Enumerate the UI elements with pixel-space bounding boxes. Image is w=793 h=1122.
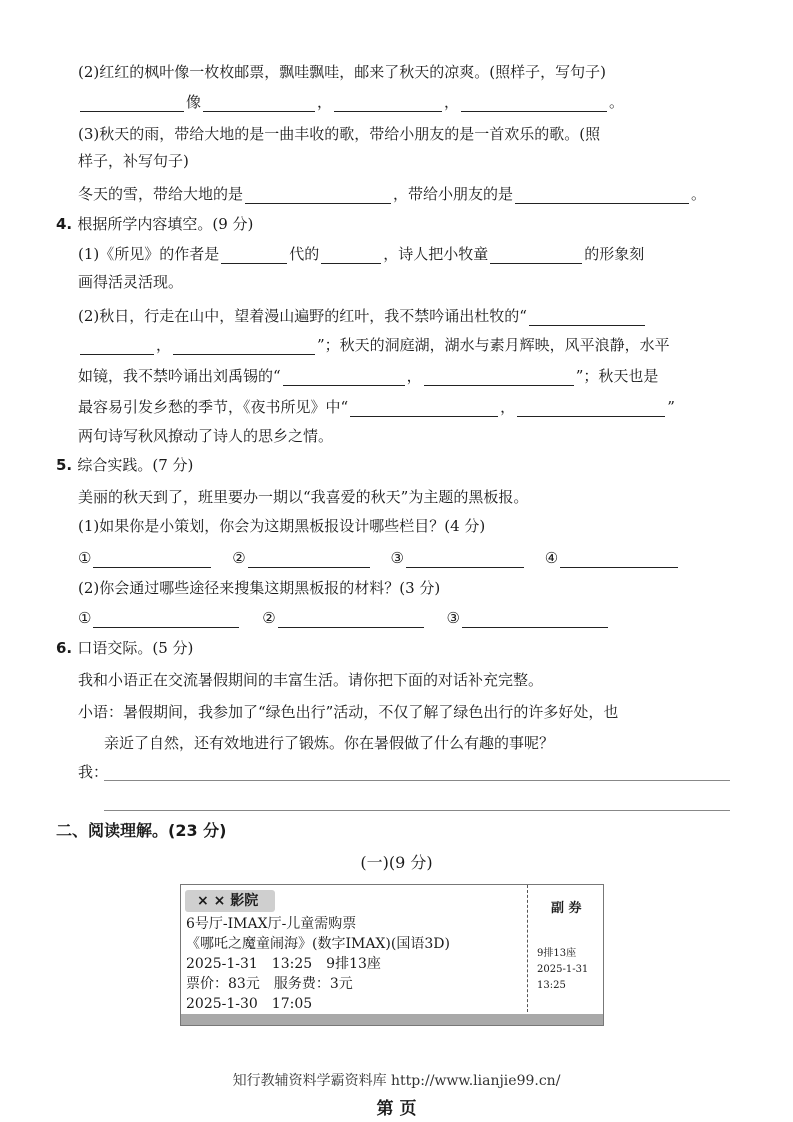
question-title: 口语交际。(5 分) [77,639,194,657]
ticket-stub [529,885,603,1015]
answer-blank[interactable] [321,247,381,264]
question-title: 综合实践。(7 分) [77,456,194,474]
answer-blank[interactable] [93,551,211,568]
fill-text: 冬天的雪，带给大地的是 [78,185,244,203]
fill-text: 最容易引发乡愁的季节，《夜书所见》中“ [78,398,349,416]
circle-number: ② [262,609,276,627]
q6-xiaoyu-b: 亲近了自然，还有效地进行了锻炼。你在暑假做了什么有趣的事呢？ [104,734,555,752]
question-number: 6. [56,639,73,657]
fill-text: ”；秋天的洞庭湖，湖水与素月辉映，风平浪静，水平 [317,336,670,354]
q4-item2-b [78,335,670,355]
q4-item2-g: 两句诗写秋风撩动了诗人的思乡之情。 [78,427,334,445]
punct: ， [500,398,516,416]
q5-item1-answers [78,548,680,568]
question-number: 4. [56,215,73,233]
q5-heading [56,455,193,475]
fill-text: 的形象刻 [584,245,645,263]
q3-item3-prompt-b: 样子，补写句子) [78,152,189,170]
movie-ticket [180,884,604,1026]
q5-intro: 美丽的秋天到了，班里要办一期以“我喜爱的秋天”为主题的黑板报。 [78,488,529,506]
stub-time: 13:25 [537,980,566,991]
answer-blank[interactable] [245,187,391,204]
ticket-price: 票价：83元 服务费：3元 [186,976,353,992]
answer-blank[interactable] [462,611,608,628]
q4-item2-c [78,366,658,386]
q3-item2-prompt: (2)红红的枫叶像一枚枚邮票，飘哇飘哇，邮来了秋天的凉爽。(照样子，写句子) [78,63,606,81]
fill-text: ，诗人把小牧童 [383,245,489,263]
punct: 。 [609,93,625,111]
fill-text: (2)秋日，行走在山中，望着漫山遍野的红叶，我不禁吟诵出杜牧的“ [78,307,527,325]
answer-line[interactable] [104,810,730,811]
answer-blank[interactable] [334,95,442,112]
punct: ， [317,93,333,111]
ticket-hall: 6号厅-IMAX厅-儿童需购票 [186,916,357,932]
fill-text: ，带给小朋友的是 [393,185,514,203]
circle-number: ② [232,549,246,567]
punct: ， [406,367,422,385]
answer-blank[interactable] [350,400,498,417]
circle-number: ④ [544,549,559,567]
circle-number: ③ [446,609,460,627]
answer-blank[interactable] [80,338,154,355]
answer-blank[interactable] [221,247,287,264]
stub-title: 副 券 [551,901,582,916]
q4-item2-e [78,397,675,417]
ticket-movie: 《哪吒之魔童闹海》(数字IMAX)(国语3D) [186,936,450,952]
q5-item2-answers [78,608,610,628]
answer-blank[interactable] [173,338,315,355]
page-number: 第 页 [376,1099,417,1119]
answer-blank[interactable] [80,95,184,112]
fill-text: (1)《所见》的作者是 [78,245,220,263]
answer-blank[interactable] [248,551,370,568]
ticket-bottom-bar [181,1014,603,1025]
stub-seat: 9排13座 [537,948,577,959]
like-word: 像 [186,93,202,111]
question-title: 根据所学内容填空。(9 分) [77,215,254,233]
ticket-main [181,885,527,1015]
section-title: 二、阅读理解。(23 分) [56,821,227,840]
circle-number: ③ [390,549,404,567]
answer-blank[interactable] [490,247,582,264]
cinema-name: × × 影院 [185,890,275,912]
answer-blank[interactable] [515,187,689,204]
q6-xiaoyu-a: 小语：暑假期间，我参加了“绿色出行”活动，不仅了解了绿色出行的许多好处，也 [78,703,619,721]
answer-line[interactable] [104,780,730,781]
ticket-showtime: 2025-1-31 13:25 9排13座 [186,956,381,972]
stub-date: 2025-1-31 [537,964,589,975]
q6-heading [56,638,193,658]
answer-blank[interactable] [278,611,424,628]
punct: 。 [691,185,707,203]
fill-text: ”；秋天也是 [575,367,659,385]
subsection-title: (一)(9 分) [360,853,433,872]
q6-intro: 我和小语正在交流暑假期间的丰富生活。请你把下面的对话补充完整。 [78,671,544,689]
q4-item1 [78,244,644,264]
q3-item2-answer [78,92,624,112]
answer-blank[interactable] [529,309,645,326]
footer-watermark: 知行教辅资料学霸资料库 http://www.lianjie99.cn/ [232,1073,561,1089]
circle-number: ① [78,609,92,627]
q3-item3-fill [78,184,706,204]
answer-blank[interactable] [283,369,405,386]
fill-text: ” [667,398,675,416]
perforation-line [527,885,528,1017]
answer-blank[interactable] [560,551,678,568]
fill-text: 如镜，我不禁吟诵出刘禹锡的“ [78,367,281,385]
answer-blank[interactable] [93,611,239,628]
q4-item1-cont: 画得活灵活现。 [78,273,184,291]
punct: ， [156,336,172,354]
answer-blank[interactable] [203,95,315,112]
circle-number: ① [78,549,92,567]
fill-text: 代的 [289,245,320,263]
punct: ， [444,93,460,111]
answer-blank[interactable] [517,400,665,417]
q4-heading [56,214,253,234]
answer-blank[interactable] [424,369,574,386]
q6-me-label: 我： [78,763,109,781]
q4-item2-a [78,306,647,326]
ticket-issue-time: 2025-1-30 17:05 [186,996,313,1012]
q3-item3-prompt-a: (3)秋天的雨，带给大地的是一曲丰收的歌，带给小朋友的是一首欢乐的歌。(照 [78,125,601,143]
q5-item1: (1)如果你是小策划，你会为这期黑板报设计哪些栏目？(4 分) [78,517,486,535]
q5-item2: (2)你会通过哪些途径来搜集这期黑板报的材料？(3 分) [78,579,441,597]
answer-blank[interactable] [461,95,607,112]
question-number: 5. [56,456,73,474]
answer-blank[interactable] [406,551,524,568]
